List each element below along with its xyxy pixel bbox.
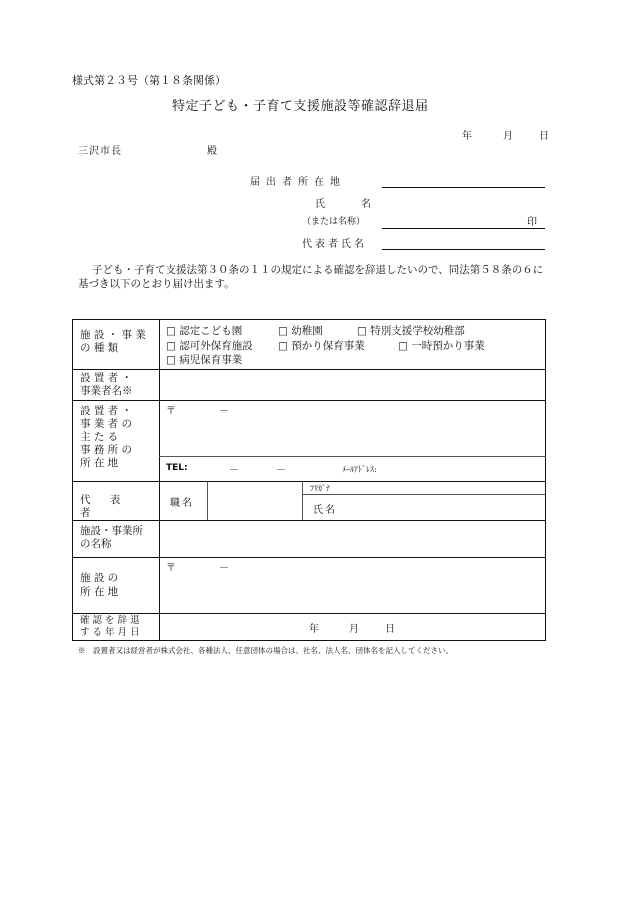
furigana-divider [302, 494, 546, 495]
option-tokubetsu-shien[interactable]: □ 特別支援学校幼稚部 [357, 325, 465, 337]
option-ichiji-azukari[interactable]: □ 一時預かり事業 [398, 340, 485, 352]
facility-name-field[interactable] [161, 522, 544, 555]
office-label-2: 事 業 者 の [80, 418, 133, 430]
submitter-or-name-label: （または名称） [302, 217, 366, 227]
tel-label: TEL: [166, 463, 188, 473]
facility-name-label-2: の名称 [80, 538, 112, 550]
submitter-name-label: 氏名 [315, 199, 407, 210]
furigana-label: ﾌﾘｶﾞﾅ [310, 484, 330, 493]
submitter-address-label: 届出者所在地 [250, 177, 346, 188]
tel-dash-2: － [276, 465, 286, 476]
position-label: 職名 [170, 498, 194, 509]
facility-postal-dash: － [219, 563, 229, 574]
submitter-rep-line[interactable] [382, 249, 545, 250]
submitter-name-line[interactable] [382, 228, 545, 229]
establisher-label-1: 設 置 者 ・ [80, 372, 133, 384]
office-label-1: 設 置 者 ・ [80, 405, 133, 417]
establisher-name-field[interactable] [161, 371, 544, 399]
withdraw-date-label-2: す る 年 月 日 [80, 627, 140, 638]
date-month-label: 月 [503, 131, 513, 142]
office-tel-divider [159, 456, 546, 457]
row-divider [72, 613, 546, 614]
footnote: ※ 設置者又は経営者が株式会社、各種法人、任意団体の場合は、社名、法人名、団体名を記入してください。 [78, 646, 453, 655]
addressee-city-mayor: 三沢市長 [78, 146, 122, 157]
row-divider [72, 520, 546, 521]
addressee-honorific: 殿 [207, 146, 217, 157]
row-divider [72, 400, 546, 401]
date-day-label: 日 [539, 131, 549, 142]
establisher-label-2: 事業者名※ [80, 385, 133, 397]
name-section-divider [302, 481, 303, 520]
person-name-field[interactable] [350, 496, 544, 518]
withdraw-year-label: 年 [309, 624, 319, 635]
date-year-label: 年 [462, 131, 472, 142]
option-ninkagai-hoiku[interactable]: □ 認可外保育施設 [166, 340, 253, 352]
facility-addr-label-2: 所 在 地 [80, 586, 119, 598]
option-youchien[interactable]: □ 幼稚園 [278, 325, 323, 337]
row-divider [72, 481, 546, 482]
withdraw-day-label: 日 [385, 624, 395, 635]
facility-addr-label-1: 施 設 の [80, 572, 119, 584]
facility-type-label-2: の 種 類 [80, 342, 119, 354]
office-label-4: 事 務 所 の [80, 444, 133, 456]
tel-dash-1: － [229, 465, 239, 476]
submitter-rep-label: 代表者氏名 [302, 239, 367, 250]
option-azukari-hoiku[interactable]: □ 預かり保育事業 [278, 340, 365, 352]
page-title: 特定子ども・子育て支援施設等確認辞退届 [172, 99, 429, 114]
option-byouji-hoiku[interactable]: □ 病児保育事業 [166, 354, 243, 366]
withdraw-date-label-1: 確 認 を 辞 退 [80, 615, 140, 626]
position-field[interactable] [209, 483, 300, 518]
facility-type-label-1: 施 設 ・ 事 業 [80, 329, 146, 341]
office-address-field[interactable] [161, 414, 544, 454]
facility-postal-mark: 〒 [166, 563, 176, 574]
person-name-label: 氏名 [313, 505, 337, 516]
row-divider [72, 557, 546, 558]
rep-label: 代 表 者 [80, 494, 129, 519]
postal-mark: 〒 [166, 406, 176, 417]
office-label-5: 所 在 地 [80, 457, 119, 469]
facility-address-field[interactable] [161, 572, 544, 612]
row-divider [72, 369, 546, 370]
email-label: ﾒｰﾙｱﾄﾞﾚｽ: [342, 465, 377, 474]
label-column-divider [159, 319, 160, 641]
office-label-3: 主 た る [80, 431, 119, 443]
facility-name-label-1: 施設・事業所 [80, 525, 143, 537]
submitter-address-line[interactable] [382, 187, 545, 188]
withdraw-month-label: 月 [349, 624, 359, 635]
postal-dash: － [219, 406, 229, 417]
position-value-divider [207, 481, 208, 520]
intro-text: 子ども・子育て支援法第３０条の１１の規定による確認を辞退したいので、同法第５８条の６に基づき以下のとおり届け出ます。 [78, 264, 544, 290]
form-number: 様式第２３号（第１８条関係） [72, 74, 226, 87]
option-nintei-kodomoen[interactable]: □ 認定こども園 [166, 325, 243, 337]
seal-mark: 印 [527, 217, 537, 228]
